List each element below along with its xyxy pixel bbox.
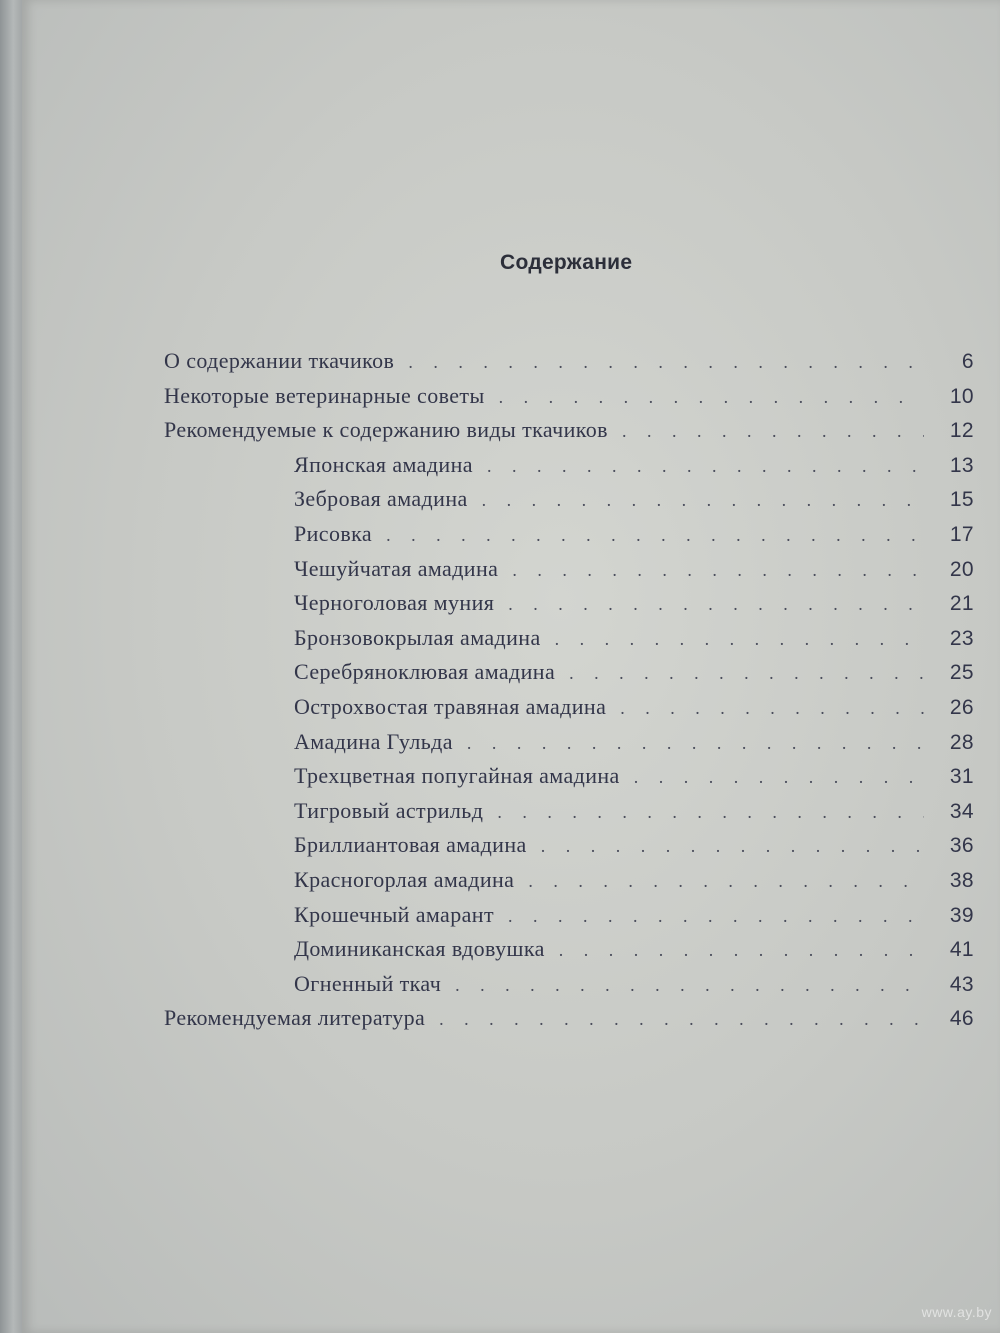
toc-dot-leader [528,871,924,892]
toc-subentry [164,763,974,798]
toc-entry-page: 43 [949,972,974,996]
toc-entry-page: 6 [961,350,974,373]
toc-dot-leader [512,560,924,581]
toc-entry-label: Японская амадина [294,451,473,477]
toc-dot-leader [555,629,924,650]
toc-entry-label: Амадина Гульда [294,728,453,754]
toc-entry-page: 38 [949,868,974,892]
toc-dot-leader [487,456,924,477]
toc-entry-label: Острохвостая травяная амадина [294,693,607,719]
toc-dot-leader [508,906,924,927]
book-binding-edge [0,0,22,1333]
toc-entry-label: Некоторые ветеринарные советы [164,382,485,408]
toc-entry-label: Крошечный амарант [294,901,494,927]
toc-entry-page: 31 [949,765,974,789]
toc-entry-page: 39 [949,903,974,927]
toc-entry-page: 17 [949,522,974,546]
toc-dot-leader [467,733,924,754]
toc-dot-leader [634,767,924,788]
toc-entry-page: 36 [949,834,974,858]
toc-subentry [164,625,974,660]
toc-entry-page: 46 [949,1007,974,1031]
toc-dot-leader [622,421,924,442]
toc-entry-page: 13 [949,453,974,477]
book-page [22,0,1000,1333]
toc-entry-page: 21 [949,592,974,616]
toc-dot-leader [508,594,924,615]
toc-entry [164,417,974,452]
toc-entry-label: Бриллиантовая амадина [294,832,527,858]
toc-dot-leader [386,525,924,546]
toc-subentry [164,867,974,902]
toc-subentry [164,971,974,1006]
toc-subentry [164,694,974,729]
toc-entry-page: 10 [949,384,974,408]
toc-subentry [164,659,974,694]
toc-subentry [164,486,974,521]
toc-subentry [164,521,974,556]
toc-entry-label: О содержании ткачиков [164,348,395,373]
toc-subentry [164,729,974,764]
toc-subentry [164,798,974,833]
toc-entry-label: Рекомендуемая литература [164,1005,426,1031]
toc-dot-leader [455,975,924,996]
toc-entry-page: 41 [949,938,974,962]
toc-entry-label: Доминиканская вдовушка [294,936,545,962]
toc-subentry [164,556,974,591]
toc-entry-label: Серебряноклювая амадина [294,659,556,685]
toc-entry-label: Трехцветная попугайная амадина [294,763,620,789]
site-watermark: www.ay.by [921,1304,992,1320]
toc-subentry [164,832,974,867]
toc-entry-page: 34 [949,799,974,823]
toc-entry [164,1005,974,1040]
toc-entry-page: 20 [949,557,974,581]
toc-entry-label: Бронзовокрылая амадина [294,624,541,650]
toc-dot-leader [499,387,924,408]
toc-dot-leader [541,836,924,857]
toc-subentry [164,902,974,937]
toc-subentry [164,936,974,971]
toc-entry-label: Огненный ткач [294,970,442,996]
toc-entry-label: Черноголовая муния [294,590,495,616]
toc-entry [164,348,974,383]
toc-entry-page: 15 [949,488,974,512]
toc-entry-label: Рекомендуемые к содержанию виды ткачиков [164,417,608,443]
toc-entry-page: 28 [949,730,974,754]
toc-subentry [164,452,974,487]
toc-entry-page: 23 [949,626,974,650]
page-title: Содержание [500,251,633,274]
toc-entry [164,383,974,418]
toc-dot-leader [408,352,924,373]
toc-entry-label: Чешуйчатая амадина [294,555,499,581]
toc-entry-page: 26 [949,695,974,719]
toc-entry-label: Тигровый астрильд [294,797,484,823]
toc-subentry [164,590,974,625]
toc-dot-leader [559,940,924,961]
table-of-contents [164,348,974,1040]
toc-entry-label: Рисовка [294,520,373,546]
toc-entry-label: Красногорлая амадина [294,866,515,892]
toc-dot-leader [620,698,924,719]
toc-dot-leader [497,802,924,823]
toc-dot-leader [439,1009,924,1030]
toc-dot-leader [482,490,924,511]
toc-entry-page: 25 [949,661,974,685]
toc-entry-page: 12 [949,419,974,443]
toc-dot-leader [569,663,924,684]
toc-entry-label: Зебровая амадина [294,486,468,512]
